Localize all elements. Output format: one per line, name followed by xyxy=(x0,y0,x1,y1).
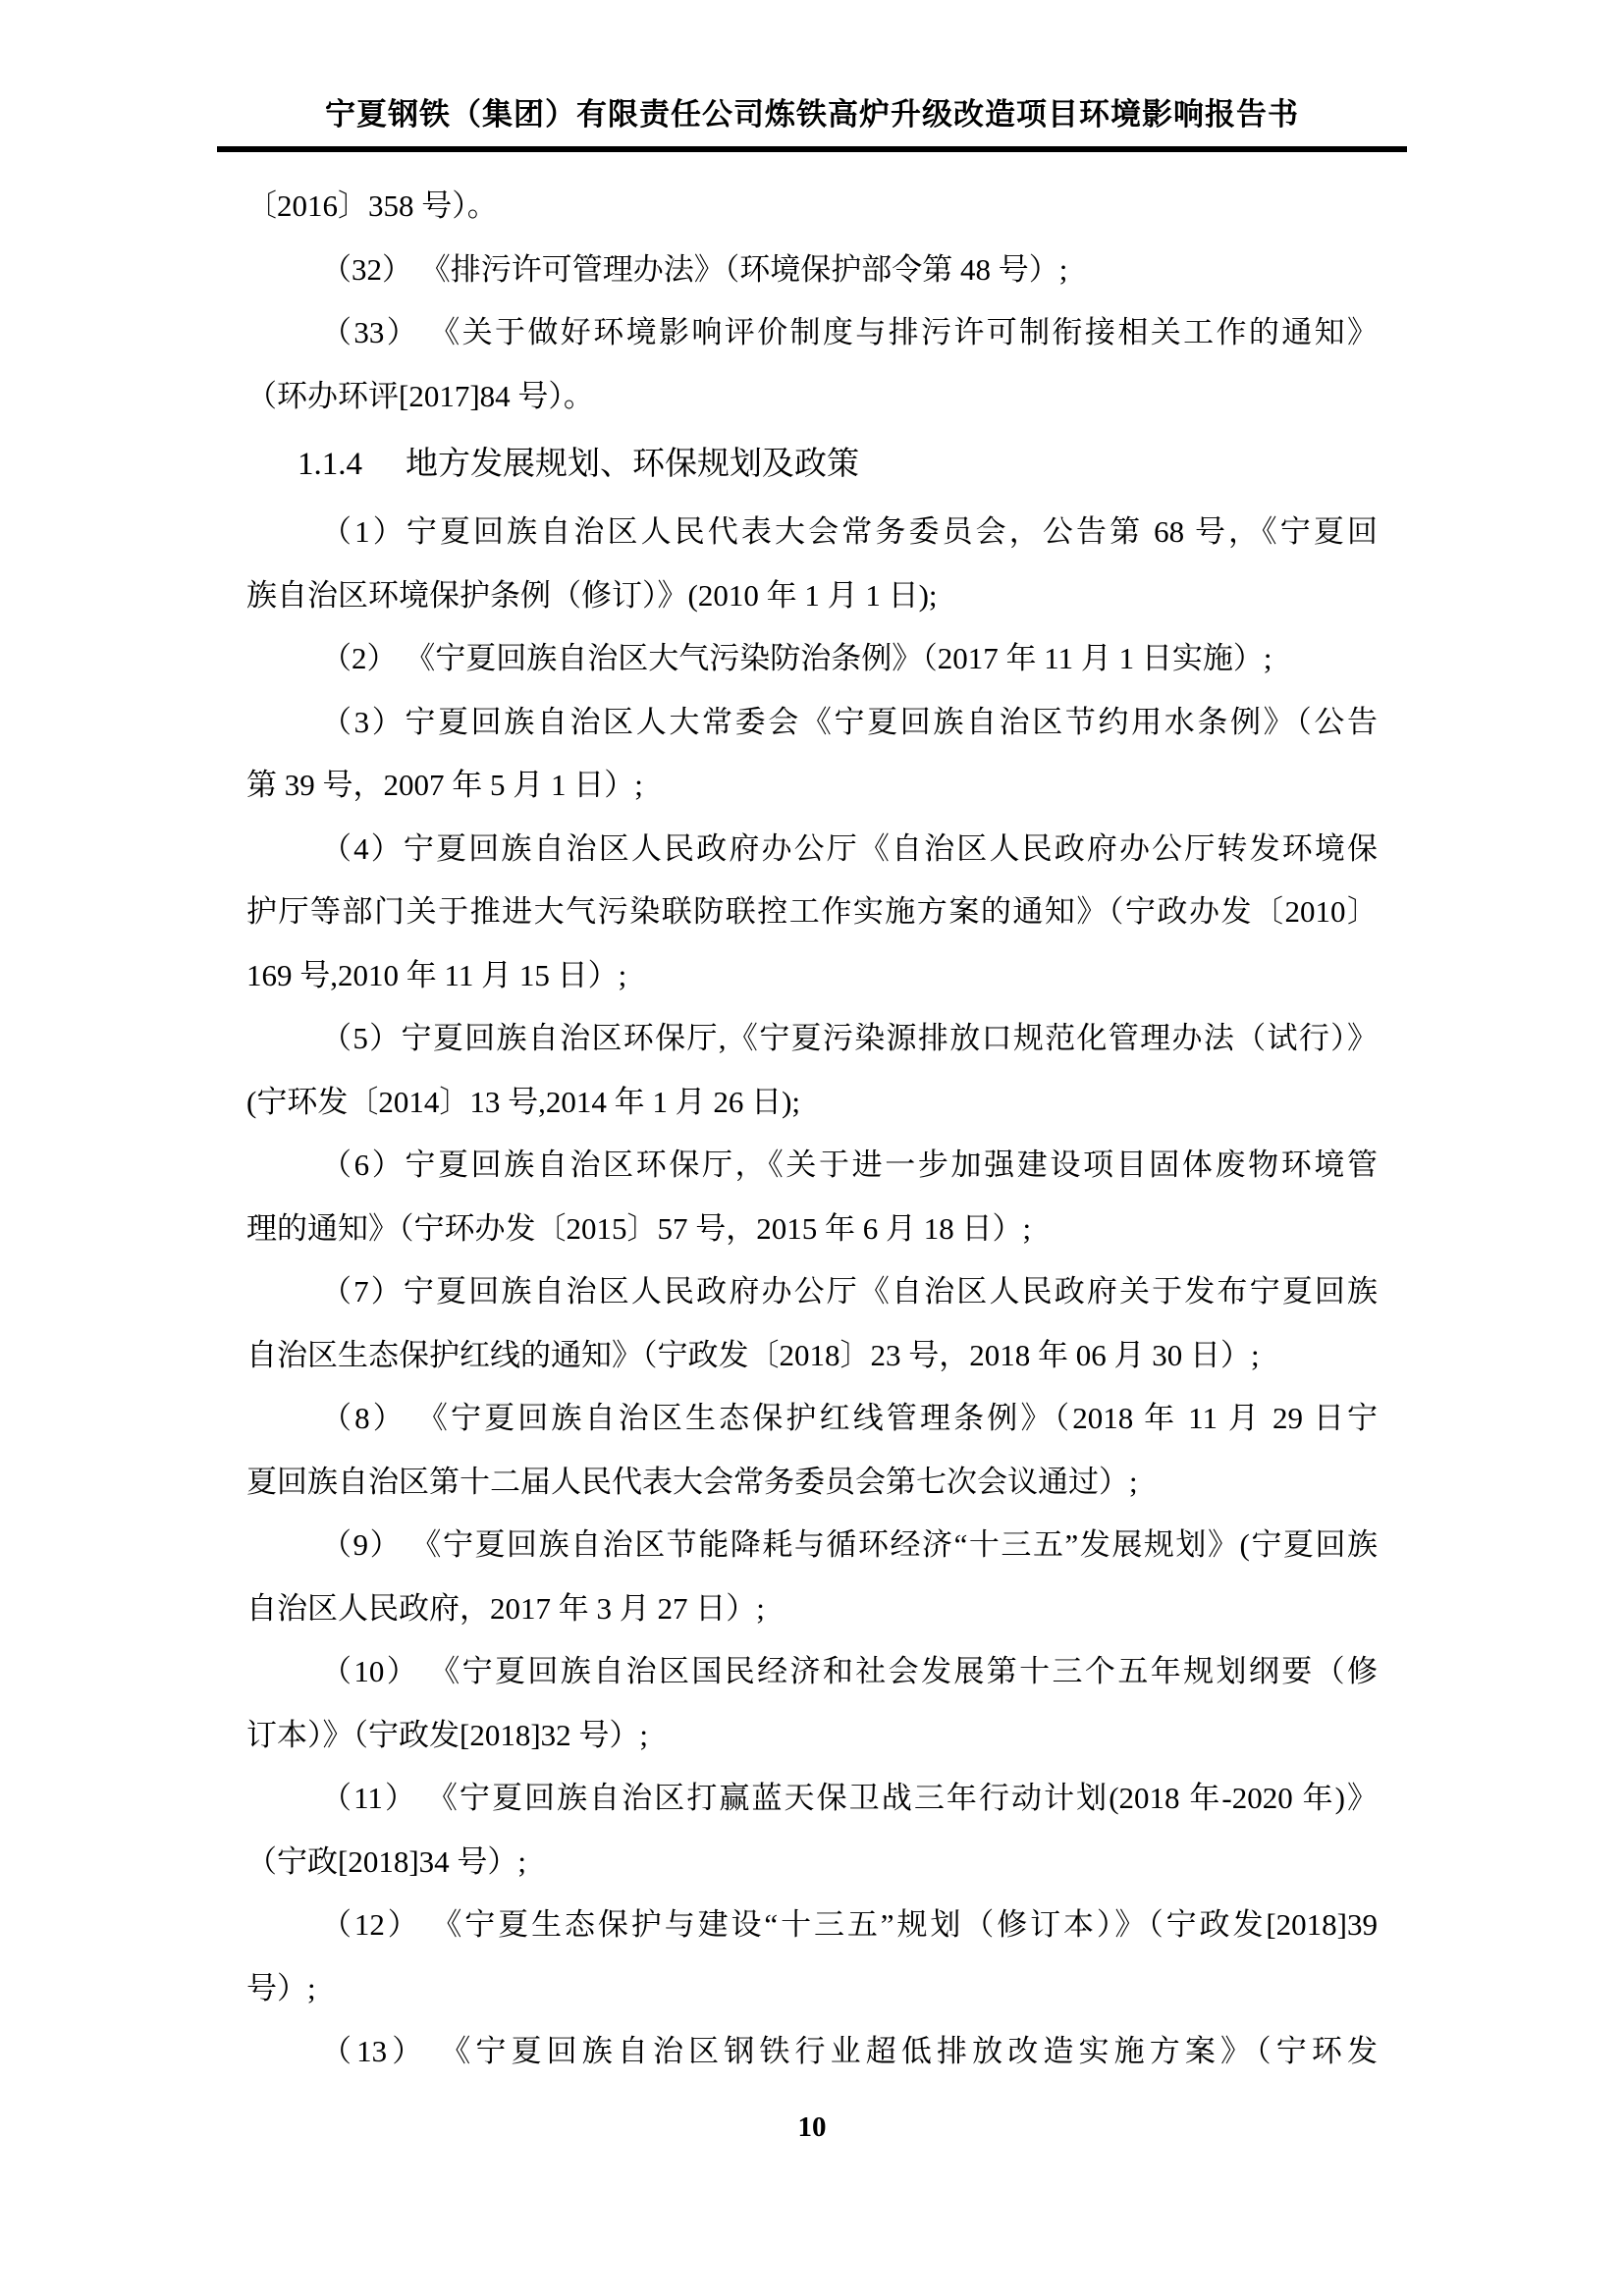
text-line: （9） 《宁夏回族自治区节能降耗与循环经济“十三五”发展规划》(宁夏回族 xyxy=(321,1527,1378,1562)
document-header xyxy=(0,0,1624,152)
text-line: （11） 《宁夏回族自治区打赢蓝天保卫战三年行动计划(2018 年-2020 年)》 xyxy=(321,1781,1378,1815)
document-body xyxy=(246,175,1378,2084)
text-line: （33） 《关于做好环境影响评价制度与排污许可制衔接相关工作的通知》 xyxy=(321,315,1378,349)
page-number: 10 xyxy=(797,2110,827,2143)
text-line: 〔2016〕358 号）。 xyxy=(246,188,498,223)
text-line: (宁环发〔2014〕13 号,2014 年 1 月 26 日); xyxy=(246,1084,801,1119)
text-line: （13） 《宁夏回族自治区钢铁行业超低排放改造实施方案》（宁环发 xyxy=(321,2034,1378,2068)
text-line: （环办环评[2017]84 号）。 xyxy=(246,378,594,413)
heading-text: 地方发展规划、环保规划及政策 xyxy=(406,447,859,482)
section-heading xyxy=(246,428,1378,501)
text-line: 夏回族自治区第十二届人民代表大会常务委员会第七次会议通过）; xyxy=(246,1464,1138,1499)
text-line: （10） 《宁夏回族自治区国民经济和社会发展第十三个五年规划纲要（修 xyxy=(321,1654,1378,1688)
text-line: （8） 《宁夏回族自治区生态保护红线管理条例》（2018 年 11 月 29 日宁 xyxy=(321,1401,1378,1435)
header-rule xyxy=(217,146,1407,152)
text-line: （5）宁夏回族自治区环保厅,《宁夏污染源排放口规范化管理办法（试行）》 xyxy=(321,1021,1378,1055)
text-line: （1）宁夏回族自治区人民代表大会常务委员会，公告第 68 号，《宁夏回 xyxy=(321,514,1378,549)
text-line: 号）; xyxy=(246,1970,316,2005)
heading-number: 1.1.4 xyxy=(298,447,362,482)
text-line: 自治区人民政府，2017 年 3 月 27 日）; xyxy=(246,1590,765,1626)
text-line: 第 39 号，2007 年 5 月 1 日）; xyxy=(246,768,643,802)
text-line: 169 号,2010 年 11 月 15 日）; xyxy=(246,957,627,992)
text-line: （4）宁夏回族自治区人民政府办公厅《自治区人民政府办公厅转发环境保 xyxy=(321,830,1378,866)
text-line: 族自治区环境保护条例（修订）》(2010 年 1 月 1 日); xyxy=(246,577,938,613)
text-line: （2） 《宁夏回族自治区大气污染防治条例》（2017 年 11 月 1 日实施）; xyxy=(321,641,1272,675)
text-line: 理的通知》（宁环办发〔2015〕57 号，2015 年 6 月 18 日）; xyxy=(246,1210,1032,1246)
document-footer xyxy=(0,2111,1624,2144)
text-line: （宁政[2018]34 号）; xyxy=(246,1843,527,1879)
text-line: （12） 《宁夏生态保护与建设“十三五”规划（修订本）》（宁政发[2018]39 xyxy=(321,1907,1378,1942)
text-line: （7）宁夏回族自治区人民政府办公厅《自治区人民政府关于发布宁夏回族 xyxy=(321,1274,1378,1308)
body-lines xyxy=(246,175,1378,2084)
text-line: 护厅等部门关于推进大气污染联防联控工作实施方案的通知》（宁政办发〔2010〕 xyxy=(246,894,1378,929)
text-line: 自治区生态保护红线的通知》（宁政发〔2018〕23 号，2018 年 06 月 30 日）; xyxy=(246,1337,1260,1372)
text-line: （3）宁夏回族自治区人大常委会《宁夏回族自治区节约用水条例》（公告 xyxy=(321,704,1378,739)
text-line: 订本）》（宁政发[2018]32 号）; xyxy=(246,1717,649,1752)
header-title: 宁夏钢铁（集团）有限责任公司炼铁高炉升级改造项目环境影响报告书 xyxy=(325,97,1299,132)
text-line: （6）宁夏回族自治区环保厅，《关于进一步加强建设项目固体废物环境管 xyxy=(321,1148,1378,1182)
text-line: （32） 《排污许可管理办法》（环境保护部令第 48 号）; xyxy=(321,251,1068,287)
